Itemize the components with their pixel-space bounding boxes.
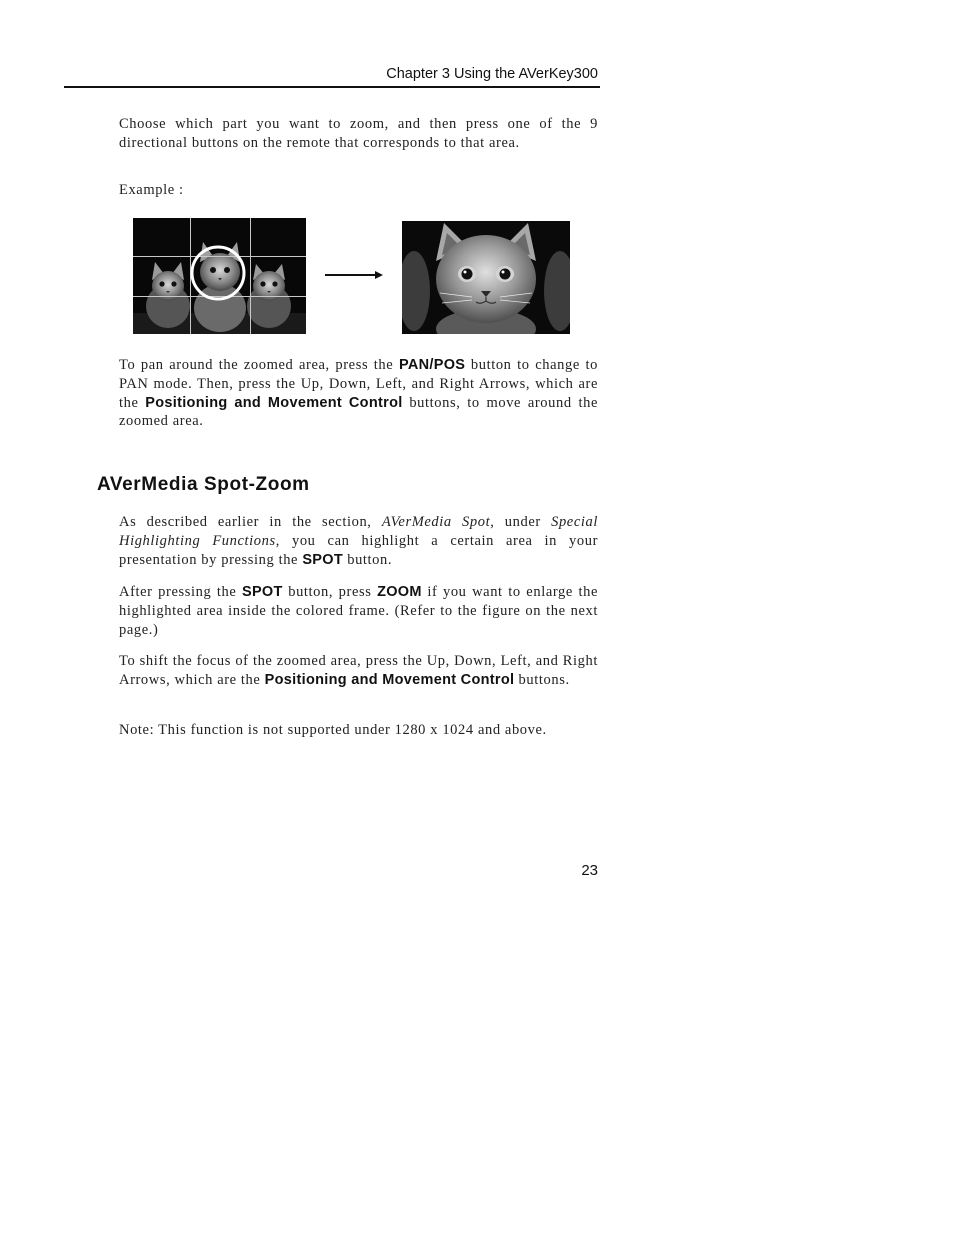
grid-of-three-kittens-photo xyxy=(133,218,306,334)
positioning-control-label-2: Positioning and Movement Control xyxy=(264,671,515,688)
note-paragraph: Note: This function is not supported under 1280 x 1024 and above. xyxy=(119,722,547,738)
p2-text-1: After pressing the xyxy=(119,584,242,600)
section-heading: AVerMedia Spot-Zoom xyxy=(97,474,310,495)
spot-zoom-paragraph-1 xyxy=(119,513,598,569)
pan-paragraph xyxy=(119,356,598,431)
positioning-control-label: Positioning and Movement Control xyxy=(145,394,403,411)
p1-text-3: , you can highlight a certain area in your presentation by pressing the xyxy=(119,532,599,568)
p2-text-3: if you want to enlarge the highlighted area inside the colored frame. (Refer to the figure on the next page.) xyxy=(119,584,598,638)
pan-pos-button-label: PAN/POS xyxy=(398,357,466,373)
p1-section-ref: AVerMedia Spot xyxy=(381,514,491,530)
page-header xyxy=(64,64,600,88)
chapter-title: Chapter 3 Using the AVerKey300 xyxy=(386,66,598,82)
spot-button-label: SPOT xyxy=(302,551,343,568)
spot-button-label-2: SPOT xyxy=(241,584,283,600)
p2-text-2: button, press xyxy=(282,584,378,600)
arrow-right-icon xyxy=(325,268,385,282)
zoom-button-label: ZOOM xyxy=(377,584,422,600)
pan-text-3: buttons, to move around the zoomed area. xyxy=(119,394,598,430)
spot-zoom-paragraph-2 xyxy=(119,583,598,639)
zoomed-kitten-photo xyxy=(402,221,570,334)
p1-section-ref-2: Special Highlighting Functions xyxy=(119,514,598,549)
p3-text-2: buttons. xyxy=(514,671,570,688)
intro-paragraph: Choose which part you want to zoom, and then press one of the 9 directional buttons on the remote that corresponds to that area. xyxy=(119,116,598,151)
p3-text-1: To shift the focus of the zoomed area, press the Up, Down, Left, and Right Arrows, which are the xyxy=(119,653,598,688)
example-label: Example : xyxy=(119,182,184,198)
p1-text-1: As described earlier in the section, xyxy=(119,514,382,530)
page-number: 23 xyxy=(581,862,598,879)
spot-zoom-paragraph-3 xyxy=(119,652,598,690)
p1-text-2: , under xyxy=(490,514,552,530)
p1-text-4: button. xyxy=(343,551,393,568)
pan-text-1: To pan around the zoomed area, press the xyxy=(119,357,399,373)
pan-text-2: button to change to PAN mode. Then, press the Up, Down, Left, and Right Arrows, which are the xyxy=(119,357,598,411)
